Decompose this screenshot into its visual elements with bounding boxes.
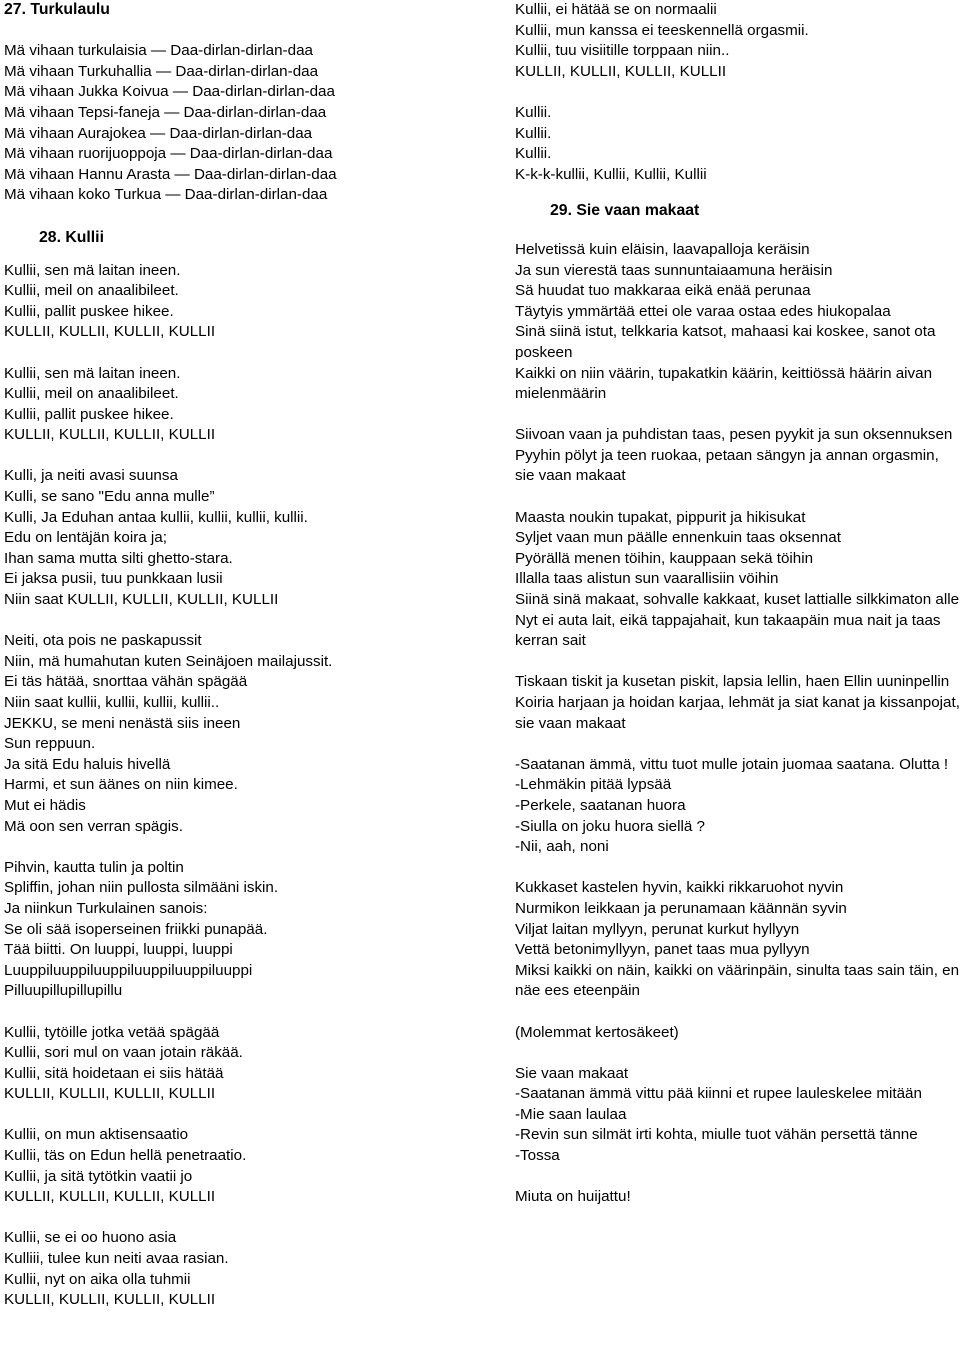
lyric-line: -Nii, aah, noni (515, 838, 609, 856)
lyric-line: Se oli sää isoperseinen friikki punapää. (4, 920, 268, 938)
stanza-gap (515, 1167, 960, 1188)
lyric-line: Ei jaksa pusii, tuu punkkaan lusii (4, 570, 223, 588)
lyric-line: -Mie saan laulaa (515, 1105, 627, 1123)
lyric-line: Nurmikon leikkaan ja perunamaan käännän syvin (515, 899, 847, 917)
stanza (515, 508, 960, 652)
lyric-line: Pihvin, kautta tulin ja poltin (4, 858, 184, 876)
lyric-line: KULLII, KULLII, KULLII, KULLII (515, 62, 727, 80)
lyric-line: Syljet vaan mun päälle ennenkuin taas oksennat (515, 529, 841, 547)
lyric-line: Mä vihaan ruorijuoppoja — Daa-dirlan-dirlan-daa (4, 145, 333, 163)
lyric-line: Mä vihaan Jukka Koivua — Daa-dirlan-dirlan-daa (4, 83, 335, 101)
stanza-gap (515, 487, 960, 508)
lyric-line: KULLII, KULLII, KULLII, KULLII (4, 1188, 216, 1206)
lyric-line: KULLII, KULLII, KULLII, KULLII (4, 1085, 216, 1103)
lyric-line: Niin saat KULLII, KULLII, KULLII, KULLII (4, 591, 279, 609)
lyric-line: Kulli, ja neiti avasi suunsa (4, 467, 178, 485)
lyric-line: Kullii. (515, 124, 552, 142)
lyric-line: Kullii, nyt on aika olla tuhmii (4, 1270, 191, 1288)
lyric-line: -Perkele, saatanan huora (515, 796, 686, 814)
lyric-line: (Molemmat kertosäkeet) (515, 1023, 679, 1041)
stanza (4, 631, 474, 837)
lyric-line: Mä vihaan koko Turkua — Daa-dirlan-dirlan-daa (4, 186, 328, 204)
lyric-line: Kulliii, tulee kun neiti avaa rasian. (4, 1250, 229, 1268)
lyric-line: -Tossa (515, 1147, 560, 1165)
song-27-title: 27. Turkulaulu (4, 1, 110, 18)
lyric-line: Mä vihaan turkulaisia — Daa-dirlan-dirlan-daa (4, 42, 313, 60)
lyric-line: Siinä sinä makaat, sohvalle kakkaat, kuset lattialle silkkimaton alle (515, 591, 960, 609)
lyric-line: Mä oon sen verran spägis. (4, 817, 183, 835)
lyric-line: Mut ei hädis (4, 796, 86, 814)
lyric-line: Miksi kaikki on näin, kaikki on väärinpäin, sinulta taas sain täin, en näe ees eteenpäin (515, 961, 960, 1000)
stanza (4, 1125, 474, 1207)
lyric-line: Kukkaset kastelen hyvin, kaikki rikkaruohot nyvin (515, 879, 844, 897)
lyric-line: Pyyhin pölyt ja teen ruokaa, petaan sängyn ja annan orgasmin, sie vaan makaat (515, 446, 939, 485)
lyric-line: Niin, mä humahutan kuten Seinäjoen mailajussit. (4, 652, 333, 670)
song-28-title: 28. Kullii (39, 228, 104, 246)
stanza-gap (4, 1208, 474, 1229)
song-27-lyrics (4, 41, 474, 206)
stanza (515, 103, 960, 185)
stanza (515, 878, 960, 1002)
lyric-line: Mä vihaan Aurajokea — Daa-dirlan-dirlan-daa (4, 124, 313, 142)
stanza (515, 240, 960, 405)
lyric-line: Helvetissä kuin eläisin, laavapalloja keräisin (515, 240, 810, 258)
lyric-line: Miuta on huijattu! (515, 1188, 631, 1206)
lyric-line: Tiskaan tiskit ja kusetan piskit, lapsia lellin, haen Ellin uuninpellin (515, 673, 950, 691)
stanza-gap (4, 1105, 474, 1126)
stanza-gap (515, 734, 960, 755)
right-column (515, 0, 960, 1208)
lyric-line: -Lehmäkin pitää lypsää (515, 776, 672, 794)
stanza-gap (515, 1002, 960, 1023)
stanza (515, 425, 960, 487)
lyric-line: Tää biitti. On luuppi, luuppi, luuppi (4, 941, 233, 959)
lyric-line: Ihan sama mutta silti ghetto-stara. (4, 549, 233, 567)
lyric-line: Kullii, sen mä laitan ineen. (4, 364, 181, 382)
stanza (4, 261, 474, 343)
stanza (515, 1064, 960, 1167)
lyric-line: Kaikki on niin väärin, tupakatkin käärin, keittiössä häärin aivan mielenmäärin (515, 364, 933, 403)
lyric-line: Edu on lentäjän koira ja; (4, 529, 167, 547)
lyric-line: Harmi, et sun äänes on niin kimee. (4, 776, 238, 794)
lyric-line: JEKKU, se meni nenästä siis ineen (4, 714, 241, 732)
lyric-line: Mä vihaan Tepsi-faneja — Daa-dirlan-dirlan-daa (4, 103, 327, 121)
lyric-line: Vettä betonimyllyyn, panet taas mua pyllyyn (515, 941, 810, 959)
lyric-line: Spliffin, johan niin pullosta silmääni iskin. (4, 879, 279, 897)
stanza (515, 0, 960, 82)
lyric-line: Kullii, tytöille jotka vetää spägää (4, 1023, 220, 1041)
lyric-line: Kullii, täs on Edun hellä penetraatio. (4, 1147, 247, 1165)
stanza-gap (4, 1002, 474, 1023)
lyric-line: Siivoan vaan ja puhdistan taas, pesen pyykit ja sun oksennuksen (515, 426, 953, 444)
lyric-line: Mä vihaan Hannu Arasta — Daa-dirlan-dirlan-daa (4, 165, 337, 183)
lyric-line: Kullii, pallit puskee hikee. (4, 405, 174, 423)
lyric-line: Ja sun vierestä taas sunnuntaiaamuna heräisin (515, 261, 833, 279)
lyric-line: Viljat laitan myllyyn, perunat kurkut hyllyyn (515, 920, 800, 938)
lyric-line: Sun reppuun. (4, 735, 96, 753)
lyric-line: Niin saat kullii, kullii, kullii, kullii.. (4, 694, 220, 711)
lyric-line: Kulli, se sano "Edu anna mulle” (4, 488, 215, 506)
lyric-line: Neiti, ota pois ne paskapussit (4, 632, 202, 650)
stanza-gap (515, 652, 960, 673)
lyric-line: Kullii, meil on anaalibileet. (4, 385, 179, 403)
spacer (4, 21, 474, 42)
stanza-gap (4, 837, 474, 858)
lyric-line: Koiria harjaan ja hoidan karjaa, lehmät ja siat kanat ja kissanpojat, sie vaan makaat (515, 694, 960, 732)
song-29-lyrics (515, 240, 960, 1208)
lyric-line: Kulli, Ja Eduhan antaa kullii, kullii, kullii, kullii. (4, 508, 308, 526)
stanza-gap (515, 1043, 960, 1064)
lyric-line: Ja sitä Edu haluis hivellä (4, 755, 171, 773)
lyric-line: Kullii, mun kanssa ei teeskennellä orgasmii. (515, 21, 809, 39)
lyric-line: -Saatanan ämmä, vittu tuot mulle jotain juomaa saatana. Olutta ! (515, 755, 949, 773)
lyric-line: Kullii, pallit puskee hikee. (4, 302, 174, 320)
lyric-line: Ja niinkun Turkulainen sanois: (4, 899, 208, 917)
stanza-gap (4, 343, 474, 364)
lyric-line: Kullii, on mun aktisensaatio (4, 1126, 189, 1144)
stanza (4, 466, 474, 610)
stanza (4, 1228, 474, 1310)
lyric-line: Kullii, tuu visiitille torppaan niin.. (515, 42, 730, 60)
lyric-line: Pyörällä menen töihin, kauppaan sekä töihin (515, 549, 814, 567)
lyric-line: Kullii, se ei oo huono asia (4, 1229, 177, 1247)
lyric-line: Maasta noukin tupakat, pippurit ja hikisukat (515, 508, 806, 526)
lyric-line: Kullii. (515, 145, 552, 163)
stanza-gap (4, 446, 474, 467)
lyric-line: Illalla taas alistun sun vaarallisiin vöihin (515, 570, 779, 588)
lyric-line: KULLII, KULLII, KULLII, KULLII (4, 323, 216, 341)
stanza (4, 1023, 474, 1105)
lyric-line: Mä vihaan Turkuhallia — Daa-dirlan-dirlan-daa (4, 62, 319, 80)
lyric-line: Täytyis ymmärtää ettei ole varaa ostaa edes hiukopalaa (515, 302, 891, 320)
lyric-line: Sä huudat tuo makkaraa eikä enää perunaa (515, 282, 811, 300)
lyric-line: Kullii, sori mul on vaan jotain räkää. (4, 1044, 243, 1062)
lyric-line: -Siulla on joku huora siellä ? (515, 817, 705, 835)
lyric-line: Kullii, sitä hoidetaan ei siis hätää (4, 1064, 224, 1082)
lyric-line: Pilluupillupillupillu (4, 982, 123, 1000)
stanza (4, 858, 474, 1002)
lyric-line: Kullii, sen mä laitan ineen. (4, 261, 181, 279)
lyric-line: KULLII, KULLII, KULLII, KULLII (4, 426, 216, 444)
lyric-line: Ei täs hätää, snorttaa vähän spägää (4, 673, 248, 691)
stanza-gap (4, 611, 474, 632)
song-28-continued (515, 0, 960, 185)
lyric-line: Luuppiluuppiluuppiluuppiluuppiluuppi (4, 961, 253, 979)
song-28-lyrics (4, 261, 474, 1311)
lyric-line: Sie vaan makaat (515, 1064, 629, 1082)
lyric-line: Kullii, ja sitä tytötkin vaatii jo (4, 1167, 193, 1185)
stanza (515, 1023, 960, 1044)
lyric-line: KULLII, KULLII, KULLII, KULLII (4, 1291, 216, 1309)
stanza-gap (515, 405, 960, 426)
song-29-title: 29. Sie vaan makaat (550, 202, 700, 220)
lyric-line: Kullii, ei hätää se on normaalii (515, 1, 717, 18)
lyric-line: -Saatanan ämmä vittu pää kiinni et rupee lauleskelee mitään (515, 1085, 922, 1103)
stanza (515, 1187, 960, 1208)
left-column (4, 0, 474, 1311)
stanza (515, 755, 960, 858)
lyric-line: K-k-k-kullii, Kullii, Kullii, Kullii (515, 165, 707, 183)
lyric-line: Kullii. (515, 103, 552, 121)
lyric-line: Kullii, meil on anaalibileet. (4, 282, 179, 300)
stanza-gap (515, 82, 960, 103)
stanza-gap (515, 858, 960, 879)
lyric-line: -Revin sun silmät irti kohta, miulle tuot vähän persettä tänne (515, 1126, 918, 1144)
stanza (515, 672, 960, 734)
stanza (4, 364, 474, 446)
lyric-line: Nyt ei auta lait, eikä tappajahait, kun takaapäin mua nait ja taas kerran sait (515, 611, 941, 650)
lyric-line: Sinä siinä istut, telkkaria katsot, mahaasi kai koskee, sanot ota poskeen (515, 323, 936, 361)
